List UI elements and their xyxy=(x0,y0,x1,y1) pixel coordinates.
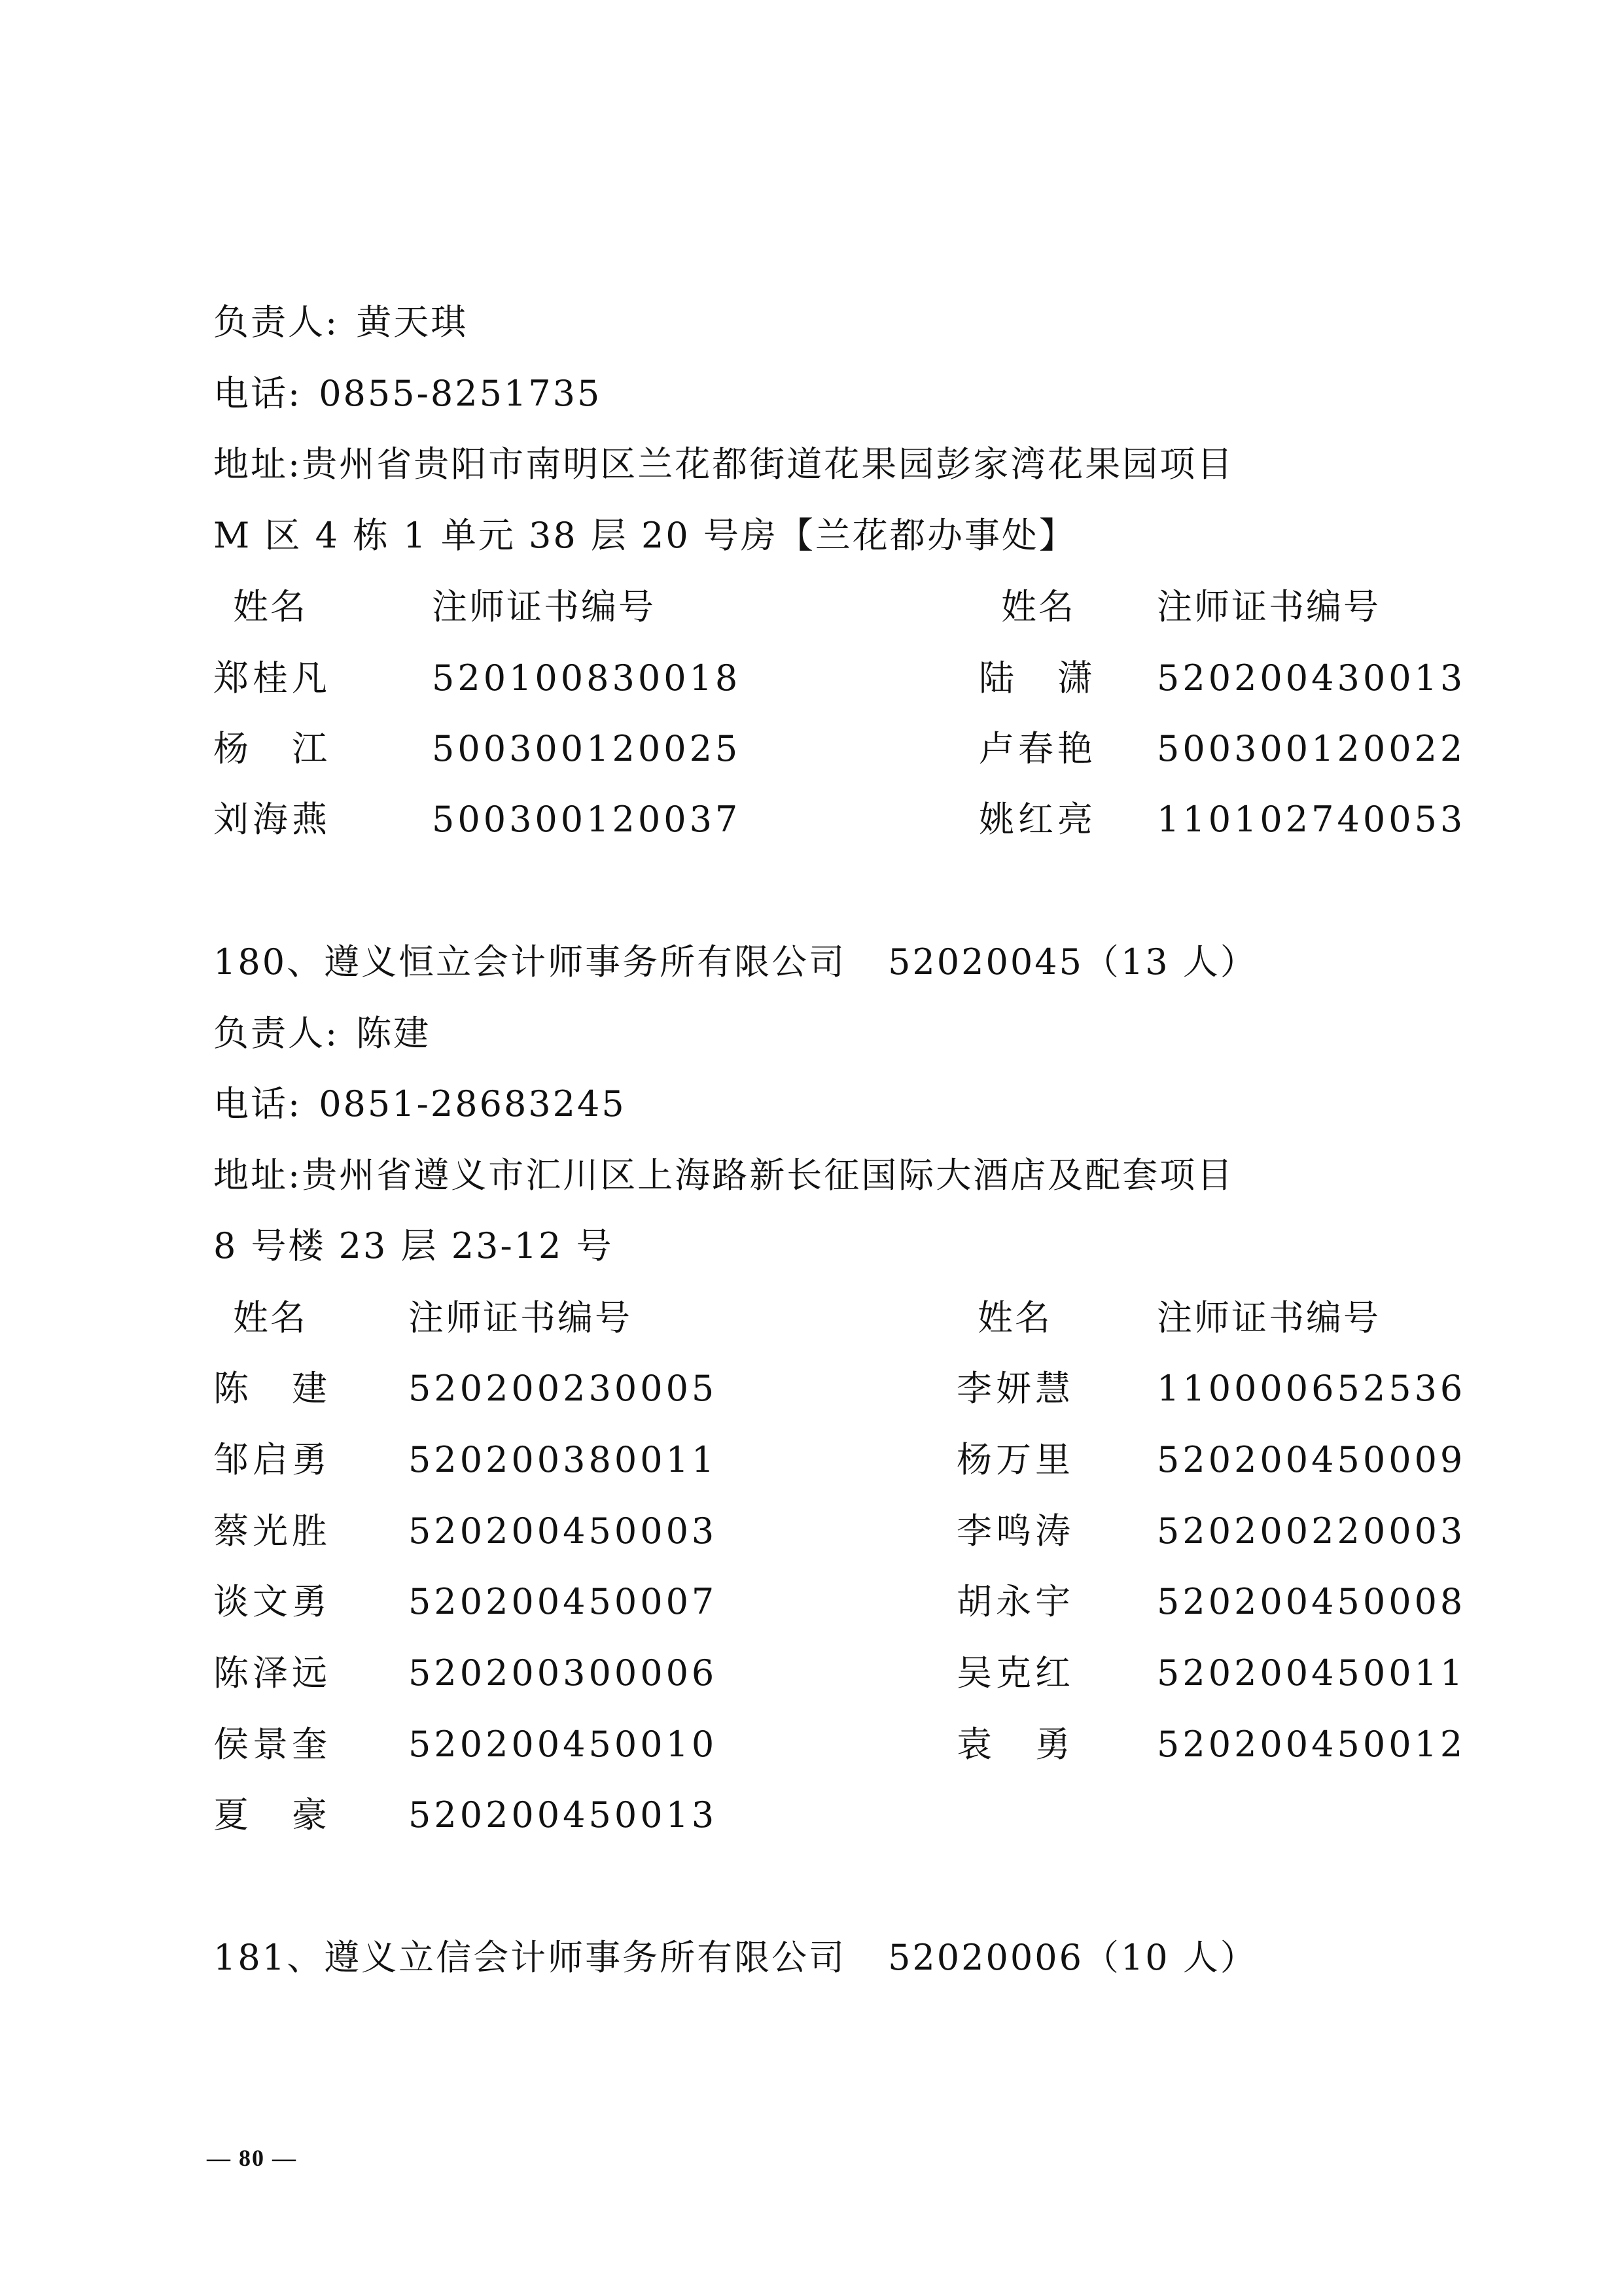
phone-label: 电话: xyxy=(213,373,302,414)
member-cert: 520200450013 xyxy=(408,1794,718,1835)
firm-title: 180、遵义恒立会计师事务所有限公司 xyxy=(213,941,847,983)
member-cert: 520200300006 xyxy=(408,1652,718,1694)
address-line-2: 8 号楼 23 层 23-12 号 xyxy=(213,1225,614,1266)
member-cert: 110000652536 xyxy=(1157,1368,1466,1409)
address-label: 地址: xyxy=(213,444,302,485)
address-value: 贵州省贵阳市南明区兰花都街道花果园彭家湾花果园项目 xyxy=(302,444,1235,485)
member-cert: 520200450008 xyxy=(1157,1581,1466,1622)
phone-line xyxy=(213,371,601,417)
member-cert: 520200450011 xyxy=(1157,1652,1466,1694)
phone-line xyxy=(213,1081,626,1127)
phone-value: 0855-8251735 xyxy=(319,373,602,414)
member-name: 胡永宇 xyxy=(957,1581,1074,1622)
member-name: 吴克红 xyxy=(957,1652,1074,1694)
address-label: 地址: xyxy=(213,1155,302,1196)
member-cert: 500300120022 xyxy=(1157,728,1466,769)
firm-title: 181、遵义立信会计师事务所有限公司 xyxy=(213,1937,847,1978)
member-cert: 520200230005 xyxy=(408,1368,718,1409)
member-name: 刘海燕 xyxy=(213,799,331,840)
firm-code: 52020045（13 人） xyxy=(888,941,1258,983)
address-line xyxy=(213,442,1234,487)
phone-value: 0851-28683245 xyxy=(319,1083,626,1124)
member-name: 陈泽远 xyxy=(213,1652,331,1694)
member-name: 姚红亮 xyxy=(979,799,1097,840)
member-name: 卢春艳 xyxy=(979,728,1097,769)
firm-title-line xyxy=(213,1935,1258,1981)
firm-title-line xyxy=(213,939,1258,985)
manager-label: 负责人: xyxy=(213,302,340,343)
member-name: 陆 潇 xyxy=(979,657,1097,699)
member-name: 袁 勇 xyxy=(957,1724,1074,1765)
address-value: 贵州省遵义市汇川区上海路新长征国际大酒店及配套项目 xyxy=(302,1155,1235,1196)
member-name: 李鸣涛 xyxy=(957,1510,1074,1552)
member-name: 陈 建 xyxy=(213,1368,331,1409)
member-cert: 520200430013 xyxy=(1157,657,1466,699)
member-name: 杨万里 xyxy=(957,1439,1074,1480)
member-cert: 520100830018 xyxy=(432,657,741,699)
member-name: 郑桂凡 xyxy=(213,657,331,699)
column-header-name: 姓名 xyxy=(233,586,308,627)
member-cert: 520200450010 xyxy=(408,1724,718,1765)
manager-label: 负责人: xyxy=(213,1013,340,1054)
phone-label: 电话: xyxy=(213,1083,302,1124)
member-cert: 520200450003 xyxy=(408,1510,718,1552)
firm-code: 52020006（10 人） xyxy=(888,1937,1258,1978)
member-name: 李妍慧 xyxy=(957,1368,1074,1409)
member-cert: 520200380011 xyxy=(408,1439,718,1480)
member-cert: 500300120037 xyxy=(432,799,741,840)
manager-name: 陈建 xyxy=(356,1013,431,1054)
member-name: 夏 豪 xyxy=(213,1794,331,1835)
manager-name: 黄天琪 xyxy=(356,302,468,343)
column-header-cert: 注师证书编号 xyxy=(432,586,656,627)
column-header-cert: 注师证书编号 xyxy=(408,1297,632,1338)
address-line xyxy=(213,1153,1234,1198)
member-name: 蔡光胜 xyxy=(213,1510,331,1552)
member-cert: 520200450012 xyxy=(1157,1724,1466,1765)
manager-line xyxy=(213,1011,431,1056)
column-header-name: 姓名 xyxy=(233,1297,308,1338)
member-name: 杨 江 xyxy=(213,728,331,769)
member-cert: 500300120025 xyxy=(432,728,741,769)
member-cert: 520200450009 xyxy=(1157,1439,1466,1480)
address-line-2: M 区 4 栋 1 单元 38 层 20 号房【兰花都办事处】 xyxy=(213,515,1076,556)
column-header-cert: 注师证书编号 xyxy=(1157,1297,1381,1338)
member-name: 邹启勇 xyxy=(213,1439,331,1480)
member-cert: 110102740053 xyxy=(1157,799,1466,840)
column-header-name: 姓名 xyxy=(1001,586,1076,627)
member-name: 谈文勇 xyxy=(213,1581,331,1622)
page-number: — 80 — xyxy=(207,2145,297,2171)
member-cert: 520200220003 xyxy=(1157,1510,1466,1552)
member-cert: 520200450007 xyxy=(408,1581,718,1622)
manager-line xyxy=(213,300,468,345)
member-name: 侯景奎 xyxy=(213,1724,331,1765)
column-header-name: 姓名 xyxy=(978,1297,1052,1338)
column-header-cert: 注师证书编号 xyxy=(1157,586,1381,627)
